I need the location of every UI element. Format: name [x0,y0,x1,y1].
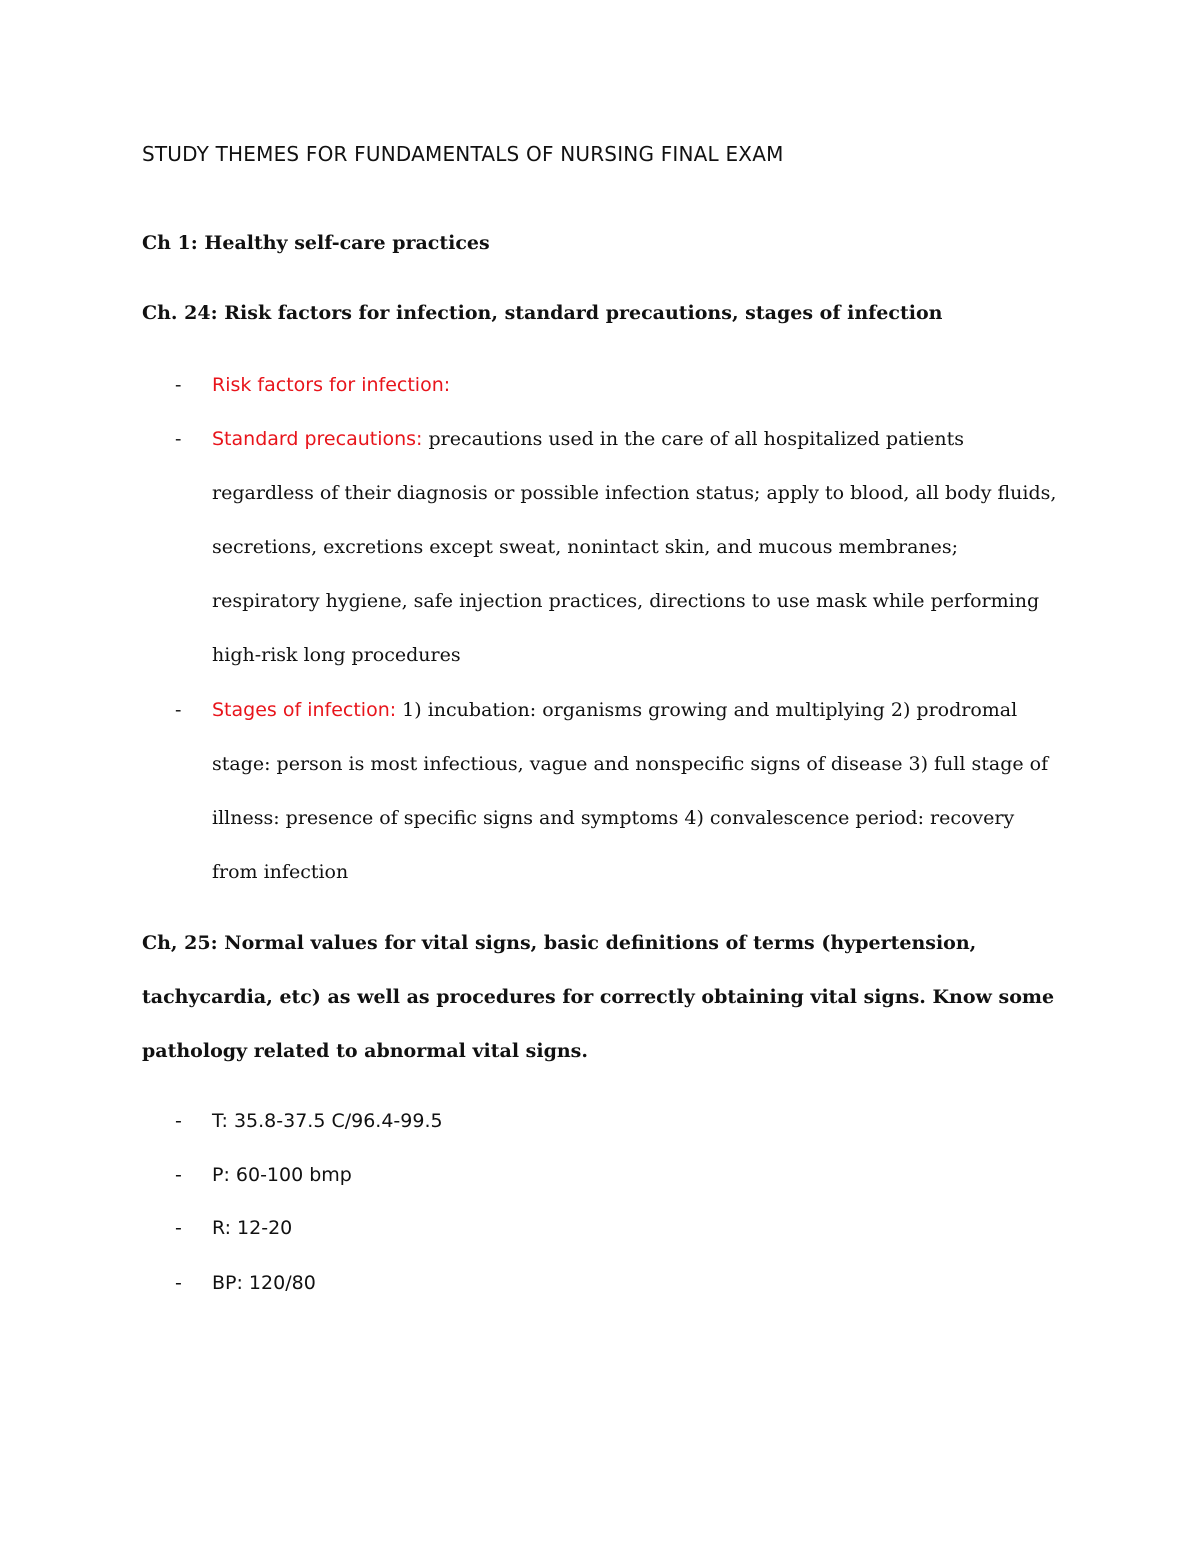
section-heading-ch1: Ch 1: Healthy self-care practices [142,232,490,254]
list-bullet: - [175,1110,182,1132]
list-item-standard-precautions [175,412,1065,682]
term-definition: 1) incubation: organisms growing and multiplying 2) prodromal stage: person is most infectious, vague and nonspecific signs of disease 3) full stage of illness: presence of specific signs and symptoms 4) convalescence period: recovery from infection [212,699,1049,883]
section-heading-ch24: Ch. 24: Risk factors for infection, standard precautions, stages of infection [142,302,943,324]
list-item-respiration [175,1201,1065,1255]
list-item-text [212,358,1065,412]
list-item-text [212,683,1065,899]
list-bullet: - [175,699,182,721]
document-title: STUDY THEMES FOR FUNDAMENTALS OF NURSING FINAL EXAM [142,142,784,166]
list-bullet: - [175,1272,182,1294]
list-item-blood-pressure [175,1256,1065,1310]
list-bullet: - [175,428,182,450]
list-bullet: - [175,374,182,396]
list-bullet: - [175,1164,182,1186]
list-item-text [212,412,1065,682]
section-heading-ch25: Ch, 25: Normal values for vital signs, basic definitions of terms (hypertension, tachycardia, etc) as well as procedures for correctly obtaining vital signs. Know some pathology related to abnormal vital signs. [142,932,1055,1062]
term-label: Standard precautions: [212,428,423,450]
term-label: Stages of infection: [212,699,397,721]
list-item-temperature [175,1094,1065,1148]
list-item-text: R: 12-20 [212,1217,293,1239]
list-bullet: - [175,1217,182,1239]
term-label: Risk factors for infection: [212,374,451,396]
list-item-risk-factors [175,358,1065,412]
list-item-text: P: 60-100 bmp [212,1164,352,1186]
term-definition: precautions used in the care of all hospitalized patients regardless of their diagnosis or possible infection status; apply to blood, all body fluids, secretions, excretions except sweat, nonintact skin, and mucous membranes; respiratory hygiene, safe injection practices, directions to use mask while performing high-risk long procedures [212,428,1057,666]
list-item-stages-of-infection [175,683,1065,899]
list-item-text: BP: 120/80 [212,1272,316,1294]
list-item-text: T: 35.8-37.5 C/96.4-99.5 [212,1110,443,1132]
list-item-pulse [175,1148,1065,1202]
